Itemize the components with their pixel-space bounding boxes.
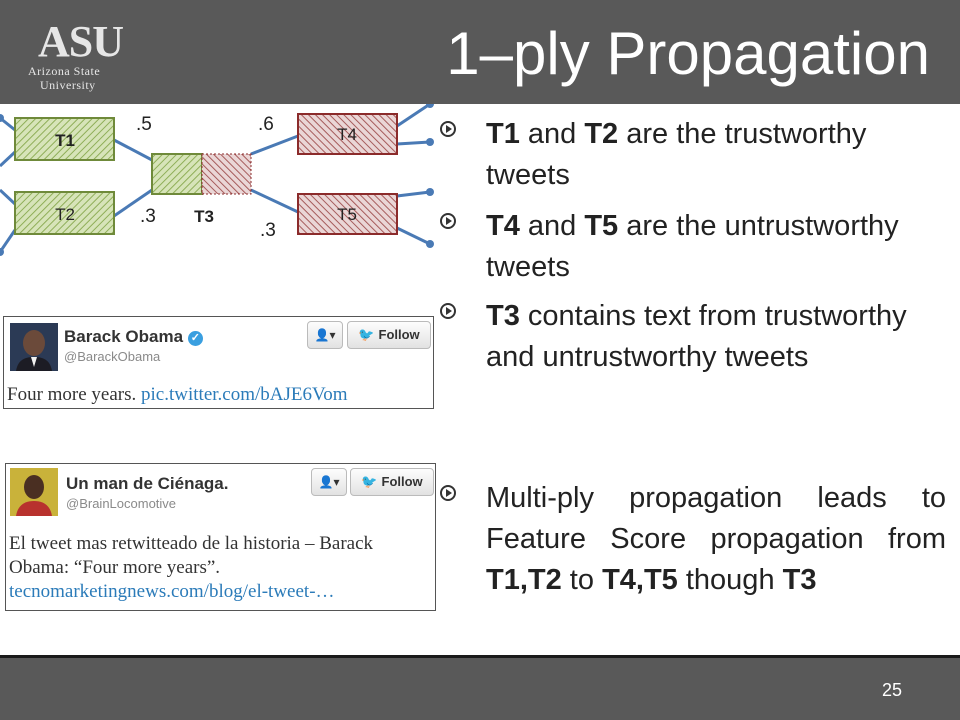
- tweet-author-handle: @BarackObama: [64, 349, 161, 364]
- bullet-bold: T4,T5: [602, 564, 678, 596]
- bullet-span: and: [519, 210, 585, 242]
- header-bar: [0, 0, 960, 104]
- bullet-bold: T1: [486, 118, 520, 150]
- bullet-text: [486, 114, 946, 196]
- logo-line-1: Arizona State: [28, 64, 101, 78]
- verified-badge-icon: ✓: [188, 331, 203, 346]
- bullet-text: [486, 296, 946, 378]
- tweet-body: El tweet mas retwitteado de la historia – Barack Obama: “Four more years”.: [9, 533, 374, 578]
- circle-arrow-bullet-icon: [440, 303, 456, 319]
- circle-arrow-bullet-icon: [440, 121, 456, 137]
- tweet-card-1: [3, 316, 434, 409]
- bullet-bold: T3: [486, 300, 520, 332]
- tweet-link[interactable]: pic.twitter.com/bAJE6Vom: [141, 384, 348, 405]
- bullet-bold: T3: [782, 564, 817, 596]
- follow-button[interactable]: [347, 321, 431, 349]
- follow-button[interactable]: [350, 468, 434, 496]
- user-menu-icon: 👤▾: [314, 328, 336, 342]
- tweet-author-name: Un man de Ciénaga.: [66, 474, 229, 493]
- edge-t3-t4: [251, 136, 298, 154]
- bullet-span: contains text from trustworthy and untrustworthy tweets: [486, 300, 907, 373]
- bullet-bold: T1,T2: [486, 564, 562, 596]
- weight-t2-t3: .3: [140, 206, 156, 227]
- edge: [397, 104, 430, 126]
- edge: [397, 142, 430, 144]
- edge-t1-t3: [114, 140, 152, 160]
- tweet-link[interactable]: tecnomarketingnews.com/blog/el-tweet-…: [9, 581, 335, 602]
- bullet-span: Multi-ply propagation leads to Feature Score propagation from: [486, 482, 946, 555]
- weight-t3-t5: .3: [260, 220, 276, 241]
- tweet-author-name-text: Barack Obama: [64, 327, 184, 346]
- weight-t1-t3: .5: [136, 114, 152, 135]
- weight-t3-t4: .6: [258, 114, 274, 135]
- bullet-span: to: [561, 564, 603, 596]
- footer-bar: [0, 655, 960, 720]
- tweet-text: [7, 383, 427, 407]
- tweet-text: [9, 532, 431, 604]
- user-menu-button[interactable]: [307, 321, 343, 349]
- avatar: [10, 468, 58, 516]
- propagation-diagram: [0, 104, 440, 274]
- bullet-text: [486, 206, 946, 288]
- bullet-span: and: [519, 118, 585, 150]
- node-t3-label: T3: [194, 207, 214, 226]
- bullet-span: though: [677, 564, 783, 596]
- follow-label: Follow: [381, 474, 423, 489]
- edge-endpoint: [426, 240, 434, 248]
- bullet-bold: T2: [584, 118, 619, 150]
- twitter-bird-icon: 🐦: [358, 327, 375, 342]
- edge-endpoint: [426, 138, 434, 146]
- page-number: 25: [881, 680, 902, 700]
- node-t2-label: T2: [55, 205, 75, 224]
- edge: [0, 152, 15, 166]
- tweet-card-2: [5, 463, 436, 611]
- node-t1-label: T1: [55, 131, 75, 150]
- twitter-bird-icon: 🐦: [361, 474, 378, 489]
- edge: [0, 190, 15, 204]
- tweet-body: Four more years.: [7, 384, 142, 405]
- logo-line-2: University: [40, 78, 96, 92]
- bullet-bold: T5: [584, 210, 619, 242]
- avatar: [10, 323, 58, 371]
- node-t5-label: T5: [337, 205, 357, 224]
- follow-label: Follow: [378, 327, 420, 342]
- node-t3-trustworthy-part: [152, 154, 202, 194]
- edge-endpoint: [426, 188, 434, 196]
- bullet-bold: T4: [486, 210, 520, 242]
- tweet-author-handle: @BrainLocomotive: [66, 496, 177, 511]
- logo-text: ASU: [38, 17, 124, 66]
- bullet-span: are the trustworthy tweets: [486, 118, 867, 191]
- edge: [397, 192, 430, 196]
- edge: [397, 228, 430, 244]
- tweet-author-name: [64, 327, 203, 347]
- user-menu-button[interactable]: [311, 468, 347, 496]
- user-menu-icon: 👤▾: [318, 475, 340, 489]
- bullet-text: [486, 478, 946, 601]
- slide-title: 1–ply Propagation: [446, 20, 930, 87]
- asu-logo: [14, 17, 130, 92]
- circle-arrow-bullet-icon: [440, 213, 456, 229]
- node-t4-label: T4: [337, 125, 357, 144]
- node-t3-untrustworthy-part: [202, 154, 251, 194]
- edge-t3-t5: [251, 190, 298, 212]
- circle-arrow-bullet-icon: [440, 485, 456, 501]
- bullet-span: are the untrustworthy tweets: [486, 210, 899, 283]
